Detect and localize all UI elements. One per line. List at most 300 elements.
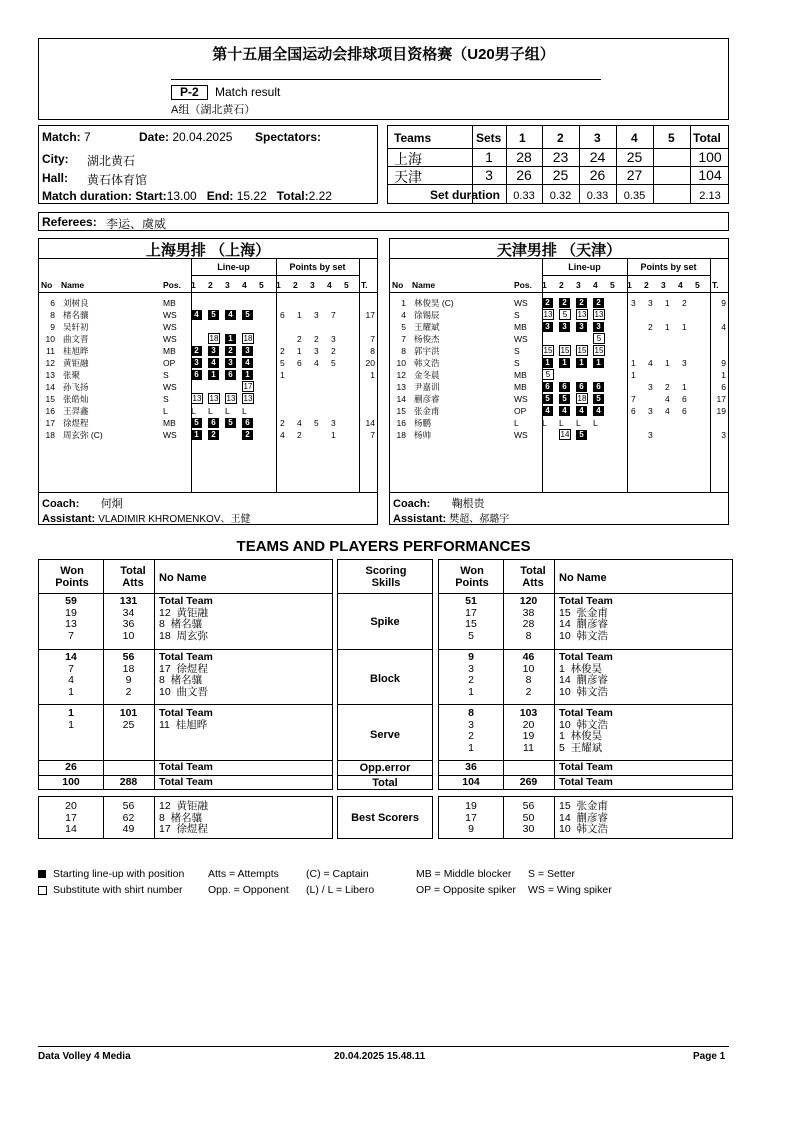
set-points: 3 <box>314 309 319 320</box>
duration-label: Match duration: <box>42 189 132 203</box>
lineup-cell <box>225 297 242 309</box>
skill-best: Best Scorers <box>351 812 419 824</box>
total-team-label: Total Team <box>559 651 613 663</box>
set-points <box>661 429 678 441</box>
team-b-pbs-h: Points by set <box>640 262 697 272</box>
city-label: City: <box>42 152 69 166</box>
set-points <box>644 369 661 381</box>
substitute-mark: 15 <box>543 346 553 356</box>
set-points <box>293 369 310 381</box>
player-name: 郭宇洪 <box>414 345 440 356</box>
lineup-cell <box>191 357 208 369</box>
player-entry: 14 蒯彦睿 <box>559 674 609 686</box>
set-points <box>310 381 327 393</box>
legend-l2e: WS = Wing spiker <box>528 884 612 896</box>
set-points: 4 <box>665 393 670 404</box>
player-entry: 10 韩文浩 <box>559 685 609 698</box>
set-points <box>661 309 678 321</box>
lineup-cell <box>610 333 627 345</box>
player-entry: 1 林俊昊 <box>559 662 603 675</box>
player-number: 12 <box>396 369 406 380</box>
set-points <box>695 297 712 309</box>
lineup-cell <box>559 345 576 357</box>
player-number: 10 <box>45 333 55 344</box>
starting-position-mark: 4 <box>593 406 604 416</box>
best-player: 17 徐煜程 <box>159 823 209 835</box>
footer-rule <box>38 1046 729 1047</box>
best-won: 17 <box>65 811 77 824</box>
total-won: 104 <box>462 776 480 788</box>
set-points <box>627 345 644 357</box>
starting-position-mark: 5 <box>225 418 236 428</box>
starting-position-mark: 1 <box>576 358 587 368</box>
start-label: Start: <box>135 189 167 203</box>
set-points <box>695 321 712 333</box>
lineup-cell <box>242 309 259 321</box>
score-table <box>387 125 729 204</box>
set-points <box>695 333 712 345</box>
player-row <box>392 405 728 417</box>
player-position: S <box>514 345 520 356</box>
best-left <box>38 796 333 839</box>
set-points: 2 <box>665 381 670 392</box>
footer-left: Data Volley 4 Media <box>38 1051 131 1062</box>
set-points <box>344 297 361 309</box>
team-a-coach: 何炯 <box>100 498 123 510</box>
starting-position-mark: 6 <box>242 418 253 428</box>
referees-names: 李运、虞威 <box>106 217 167 231</box>
team-b-name: 天津男排 （天津） <box>496 242 622 259</box>
lineup-cell <box>191 381 208 393</box>
opp-won: 36 <box>465 761 477 773</box>
player-name: 刘树良 <box>63 297 89 308</box>
lineup-cell <box>559 297 576 309</box>
player-position: WS <box>514 333 528 344</box>
lineup-cell <box>208 345 225 357</box>
starting-position-mark: 1 <box>225 334 236 344</box>
starting-position-mark: 6 <box>593 382 604 392</box>
skill-serve: Serve <box>370 729 400 741</box>
set-points: 6 <box>682 393 687 404</box>
starting-position-mark: 3 <box>542 322 553 332</box>
substitute-mark: 18 <box>209 334 219 344</box>
team-b-lineup-h: Line-up <box>568 262 601 272</box>
won-points: 14 <box>65 651 77 663</box>
set-duration-4: 0.35 <box>623 190 646 202</box>
player-name: 徐煜程 <box>63 417 89 428</box>
set-points: 1 <box>297 345 302 356</box>
player-total: 6 <box>721 381 726 392</box>
won-points: 1 <box>468 685 474 698</box>
best-atts: 30 <box>522 823 535 835</box>
substitute-mark: 13 <box>243 394 253 404</box>
substitute-mark: 18 <box>243 334 253 344</box>
lineup-cell <box>191 417 208 429</box>
starting-position-mark: 3 <box>225 358 236 368</box>
set-points <box>293 297 310 309</box>
starting-position-mark: 2 <box>242 430 253 440</box>
score-h-s2: 2 <box>557 131 564 145</box>
player-name: 周玄弥 (C) <box>63 429 103 440</box>
player-entry: 10 曲文晋 <box>159 685 209 698</box>
date-label: Date: <box>139 130 170 144</box>
won-points: 8 <box>468 707 474 719</box>
doc-subtitle: Match result <box>215 85 281 99</box>
group-label: A组（湖北黄石） <box>171 104 256 116</box>
lineup-cell <box>208 369 225 381</box>
player-position: MB <box>514 369 527 380</box>
set-points: 2 <box>297 333 302 344</box>
lineup-cell <box>610 405 627 417</box>
set-points: 6 <box>631 405 636 416</box>
substitute-mark: 13 <box>209 394 219 404</box>
player-position: OP <box>163 357 176 368</box>
set-points: 4 <box>280 429 285 440</box>
lineup-cell <box>259 381 276 393</box>
set-points: 1 <box>297 309 302 320</box>
player-row <box>392 345 728 357</box>
player-number: 8 <box>401 345 406 356</box>
player-row <box>392 309 728 321</box>
best-won: 9 <box>468 823 474 835</box>
lineup-cell <box>242 297 259 309</box>
player-number: 5 <box>401 321 406 332</box>
set-points: 4 <box>665 405 670 416</box>
player-name: 王耀斌 <box>414 321 440 332</box>
team-b-assistant: 樊超、郝璐宇 <box>449 514 510 525</box>
total-atts: 19 <box>522 730 535 742</box>
score-h-s3: 3 <box>594 131 601 145</box>
set-points <box>310 297 327 309</box>
player-name: 桂旭晔 <box>63 345 89 356</box>
set-points: 1 <box>631 357 636 368</box>
total-atts: 103 <box>519 707 538 719</box>
set-points <box>678 417 695 429</box>
set-points <box>293 321 310 333</box>
substitute-mark: 15 <box>577 346 587 356</box>
score-a-s4: 25 <box>626 149 643 165</box>
starting-position-mark: 2 <box>559 298 570 308</box>
substitute-mark: 5 <box>559 309 571 320</box>
player-name: 吴轩初 <box>63 321 89 332</box>
team-a-assistant-label: Assistant: <box>42 513 96 525</box>
player-position: MB <box>514 381 527 392</box>
lineup-cell <box>576 357 593 369</box>
lineup-cell <box>593 357 610 369</box>
libero-mark: L <box>208 405 213 416</box>
starting-position-mark: 5 <box>208 310 219 320</box>
set-points <box>678 333 695 345</box>
best-right <box>438 796 733 839</box>
set-points: 2 <box>280 417 285 428</box>
set-points: 4 <box>297 417 302 428</box>
starting-position-mark: 2 <box>225 346 236 356</box>
set-points <box>627 309 644 321</box>
lineup-cell <box>610 297 627 309</box>
won-points: 5 <box>468 629 474 642</box>
player-total: 17 <box>716 393 726 404</box>
skill-spike: Spike <box>370 616 400 628</box>
set-points: 3 <box>331 333 336 344</box>
skill-block: Block <box>370 673 400 685</box>
lineup-cell <box>259 405 276 417</box>
set-points: 1 <box>665 357 670 368</box>
player-number: 15 <box>45 393 55 404</box>
substitute-mark: 13 <box>577 310 587 320</box>
player-position: MB <box>163 417 176 428</box>
player-entry: 1 林俊昊 <box>559 730 603 742</box>
total-atts: 288 <box>119 776 138 788</box>
perf-left <box>38 559 333 790</box>
player-position: L <box>163 405 168 416</box>
lineup-cell <box>242 393 259 405</box>
lineup-cell <box>542 309 559 321</box>
lineup-cell <box>242 429 259 441</box>
player-position: WS <box>163 333 177 344</box>
best-won: 14 <box>65 823 77 835</box>
player-name: 金冬晨 <box>414 369 440 380</box>
set-duration-3: 0.33 <box>586 190 609 202</box>
player-total: 7 <box>370 333 375 344</box>
lineup-cell <box>242 357 259 369</box>
lineup-cell <box>610 393 627 405</box>
set-duration-1: 0.33 <box>513 190 535 202</box>
set-duration-total: 2.13 <box>699 190 721 202</box>
player-number: 15 <box>396 405 406 416</box>
player-number: 6 <box>50 297 55 308</box>
hall-label: Hall: <box>42 171 69 185</box>
set-points <box>644 393 661 405</box>
player-total <box>361 381 377 393</box>
player-entry: 8 楮名骧 <box>159 618 203 630</box>
player-number: 13 <box>396 381 406 392</box>
score-a-total: 100 <box>698 149 722 165</box>
set-points <box>293 393 310 405</box>
score-b-s4: 27 <box>626 167 643 183</box>
set-points <box>344 321 361 333</box>
team-a-name: 上海男排 （上海） <box>145 242 271 259</box>
lineup-cell <box>242 369 259 381</box>
referees-label: Referees: <box>42 215 97 229</box>
lineup-cell <box>242 417 259 429</box>
player-number: 18 <box>396 429 406 440</box>
team-b-coach-label: Coach: <box>393 498 431 510</box>
lineup-cell <box>576 321 593 333</box>
set-points <box>661 417 678 429</box>
set-points <box>327 381 344 393</box>
starting-position-mark: 3 <box>576 322 587 332</box>
set-points: 6 <box>280 309 285 320</box>
lineup-cell <box>542 345 559 357</box>
player-row <box>41 405 377 417</box>
best-player: 15 张金甫 <box>559 800 609 812</box>
won-points: 1 <box>68 718 74 731</box>
lineup-cell <box>242 333 259 345</box>
total-label: Total Team <box>559 776 613 788</box>
lineup-cell <box>576 393 593 405</box>
score-a-s3: 24 <box>589 149 606 165</box>
lineup-cell <box>191 405 208 417</box>
lineup-cell <box>542 357 559 369</box>
player-name: 杨俊杰 <box>414 333 440 344</box>
set-points: 1 <box>665 297 670 308</box>
lineup-cell <box>610 321 627 333</box>
starting-position-mark: 4 <box>208 358 219 368</box>
set-points: 1 <box>665 321 670 332</box>
player-row <box>41 321 377 333</box>
legend-l1a: Starting line-up with position <box>53 868 185 880</box>
player-row <box>392 417 728 429</box>
player-position: S <box>514 309 520 320</box>
team-a-lineup-h: Line-up <box>217 262 250 272</box>
player-entry: 8 楮名骧 <box>159 674 203 686</box>
set-points <box>661 345 678 357</box>
best-player: 14 蒯彦睿 <box>559 811 609 824</box>
starting-position-mark: 5 <box>559 394 570 404</box>
lineup-cell <box>225 381 242 393</box>
lineup-cell <box>576 381 593 393</box>
player-position: MB <box>514 321 527 332</box>
player-position: WS <box>163 309 177 320</box>
set-points <box>344 381 361 393</box>
lineup-cell <box>610 429 627 441</box>
player-position: WS <box>163 381 177 392</box>
team-a-pbs-h: Points by set <box>289 262 346 272</box>
player-total: 3 <box>721 429 726 440</box>
player-number: 14 <box>45 381 55 392</box>
player-row <box>392 357 728 369</box>
total-atts: 10 <box>522 662 535 675</box>
player-row <box>392 393 728 405</box>
skill-total: Total <box>372 777 398 789</box>
total-atts: 56 <box>122 651 135 663</box>
player-row <box>41 309 377 321</box>
player-name: 徐锡辰 <box>414 309 440 320</box>
team-b-coach: 鞠根贵 <box>451 498 485 510</box>
player-position: S <box>163 369 169 380</box>
starting-position-mark: 1 <box>208 370 219 380</box>
set-points: 3 <box>331 417 336 428</box>
player-name: 杨帅 <box>414 429 432 440</box>
player-position: WS <box>514 393 528 404</box>
lineup-cell <box>559 405 576 417</box>
lineup-cell <box>242 405 259 417</box>
score-h-teams: Teams <box>394 131 432 145</box>
lineup-cell <box>259 321 276 333</box>
set-points <box>327 393 344 405</box>
player-row <box>392 429 728 441</box>
pl-h-won: Won Points <box>55 565 89 589</box>
player-number: 16 <box>45 405 55 416</box>
player-number: 1 <box>401 297 406 308</box>
set-points <box>276 297 293 309</box>
set-points <box>344 417 361 429</box>
set-points <box>276 333 293 345</box>
player-total <box>712 333 728 345</box>
total-atts: 46 <box>522 651 535 663</box>
total-atts: 11 <box>523 741 534 754</box>
set-points <box>678 429 695 441</box>
player-row <box>392 381 728 393</box>
set-points: 2 <box>280 345 285 356</box>
pr-h-atts: Total Atts <box>520 565 546 589</box>
set-points <box>344 429 361 441</box>
starting-position-mark: 6 <box>576 382 587 392</box>
set-points <box>310 405 327 417</box>
lineup-cell <box>259 333 276 345</box>
skill-opp: Opp.error <box>359 762 411 774</box>
starting-position-mark: 5 <box>242 310 253 320</box>
lineup-cell <box>208 357 225 369</box>
player-entry: 15 张金甫 <box>559 606 609 619</box>
starting-position-mark: 5 <box>576 430 587 440</box>
starting-position-mark: 3 <box>208 346 219 356</box>
player-entry: 17 徐煜程 <box>159 662 209 675</box>
total-team-label: Total Team <box>159 651 213 663</box>
best-won: 19 <box>465 800 477 812</box>
footer-center: 20.04.2025 15.48.11 <box>334 1051 426 1062</box>
lineup-cell <box>593 381 610 393</box>
total-atts: 28 <box>522 618 535 630</box>
substitute-mark: 5 <box>542 369 554 380</box>
player-row <box>41 381 377 393</box>
player-name: 王羿鑫 <box>63 405 89 416</box>
player-total: 4 <box>721 321 726 332</box>
total-team-label: Total Team <box>159 595 213 607</box>
player-name: 曲文晋 <box>63 333 89 344</box>
player-entry: 18 周玄弥 <box>159 629 209 642</box>
total-team-label: Total Team <box>559 707 613 719</box>
legend-start-icon <box>38 870 46 878</box>
player-entry: 5 王耀斌 <box>559 741 603 754</box>
set-points <box>678 345 695 357</box>
lineup-cell <box>542 417 559 429</box>
total-atts: 9 <box>125 674 132 686</box>
team-a-box <box>38 238 378 525</box>
lineup-cell <box>559 321 576 333</box>
player-number: 7 <box>401 333 406 344</box>
pl-h-atts: Total Atts <box>120 565 146 589</box>
starting-position-mark: 1 <box>242 370 253 380</box>
starting-position-mark: 3 <box>559 322 570 332</box>
set-points <box>344 333 361 345</box>
lineup-cell <box>593 297 610 309</box>
set-points: 3 <box>648 381 653 392</box>
team-a-assistant: VLADIMIR KHROMENKOV、王健 <box>98 514 251 525</box>
lineup-cell <box>610 345 627 357</box>
player-row <box>41 417 377 429</box>
won-points: 17 <box>465 606 477 619</box>
player-number: 8 <box>50 309 55 320</box>
player-position: WS <box>163 429 177 440</box>
substitute-mark: 13 <box>594 310 604 320</box>
player-total <box>712 345 728 357</box>
team-b-box <box>389 238 729 525</box>
player-number: 10 <box>396 357 406 368</box>
set-points <box>310 321 327 333</box>
pr-h-noname: No Name <box>559 572 607 584</box>
set-points: 2 <box>331 345 336 356</box>
lineup-cell <box>593 429 610 441</box>
lineup-cell <box>576 405 593 417</box>
player-total <box>361 393 377 405</box>
set-duration-2: 0.32 <box>549 190 572 202</box>
total-team-label: Total Team <box>559 595 613 607</box>
player-total: 9 <box>721 297 726 308</box>
player-row <box>41 357 377 369</box>
player-position: WS <box>514 297 528 308</box>
starting-position-mark: 1 <box>542 358 553 368</box>
